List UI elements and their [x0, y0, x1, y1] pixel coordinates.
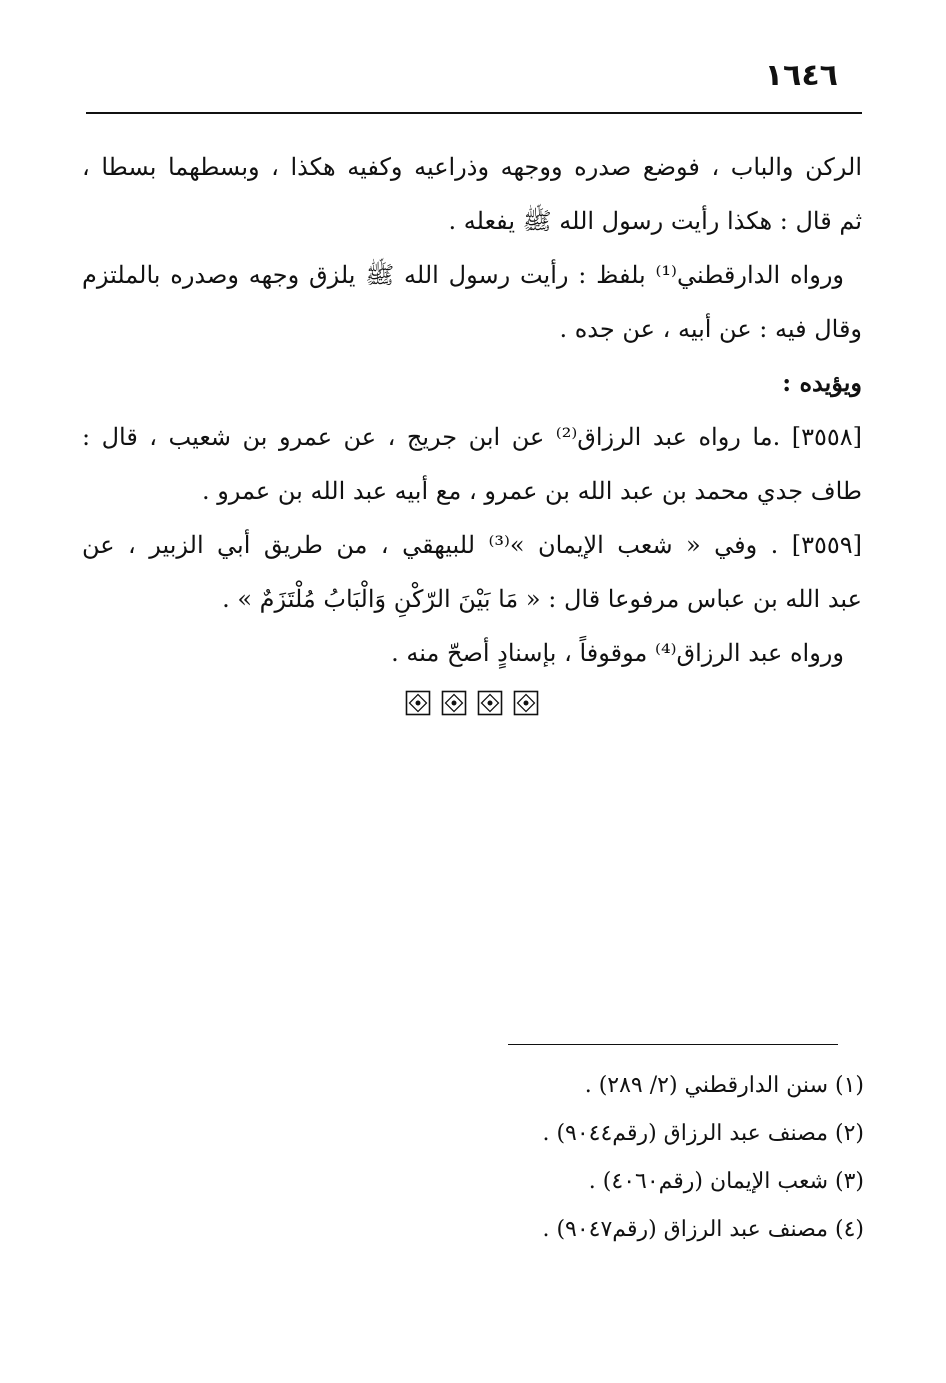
main-text: [82, 140, 862, 716]
footnote: (٤) مصنف عبد الرزاق (رقم٩٠٤٧) .: [542, 1217, 864, 1242]
ornament-icon: [405, 690, 431, 716]
page-number: ١٦٤٦: [764, 58, 838, 93]
header-rule: [86, 112, 862, 114]
text-line: وقال فيه : عن أبيه ، عن جده .: [559, 315, 862, 343]
footnotes: [344, 1062, 864, 1254]
text-line: ثم قال : هكذا رأيت رسول الله ﷺ يفعله .: [448, 207, 862, 235]
text-line: ورواه عبد الرزاق⁽⁴⁾ موقوفاً ، بإسنادٍ أصحّ منه .: [391, 639, 844, 667]
text-line: [٣٥٥٩] . وفي « شعب الإيمان »⁽³⁾ للبيهقي ، من طريق أبي الزبير ، عن: [82, 531, 862, 559]
text-line: [٣٥٥٨] .ما رواه عبد الرزاق⁽²⁾ عن ابن جريج ، عن عمرو بن شعيب ، قال :: [82, 423, 862, 451]
section-divider: [82, 690, 862, 716]
ornament-icon: [513, 690, 539, 716]
footnote: (٣) شعب الإيمان (رقم٤٠٦٠) .: [588, 1169, 864, 1194]
ornament-icon: [441, 690, 467, 716]
section-heading: ويؤيده :: [782, 368, 862, 397]
footnote: (٢) مصنف عبد الرزاق (رقم٩٠٤٤) .: [542, 1121, 864, 1146]
text-line: عبد الله بن عباس مرفوعا قال : « مَا بَيْنَ الرّكْنِ وَالْبَابُ مُلْتَزَمٌ » .: [222, 585, 862, 613]
ornament-icon: [477, 690, 503, 716]
text-line: طاف جدي محمد بن عبد الله بن عمرو ، مع أبيه عبد الله بن عمرو .: [201, 477, 862, 505]
text-line: ورواه الدارقطني⁽¹⁾ بلفظ : رأيت رسول الله ﷺ يلزق وجهه وصدره بالملتزم: [82, 261, 844, 289]
footnote-rule: [508, 1044, 838, 1045]
footnote: (١) سنن الدارقطني (٢/ ٢٨٩) .: [584, 1073, 864, 1098]
text-line: الركن والباب ، فوضع صدره ووجهه وذراعيه وكفيه هكذا ، وبسطهما بسطا ،: [82, 153, 862, 181]
